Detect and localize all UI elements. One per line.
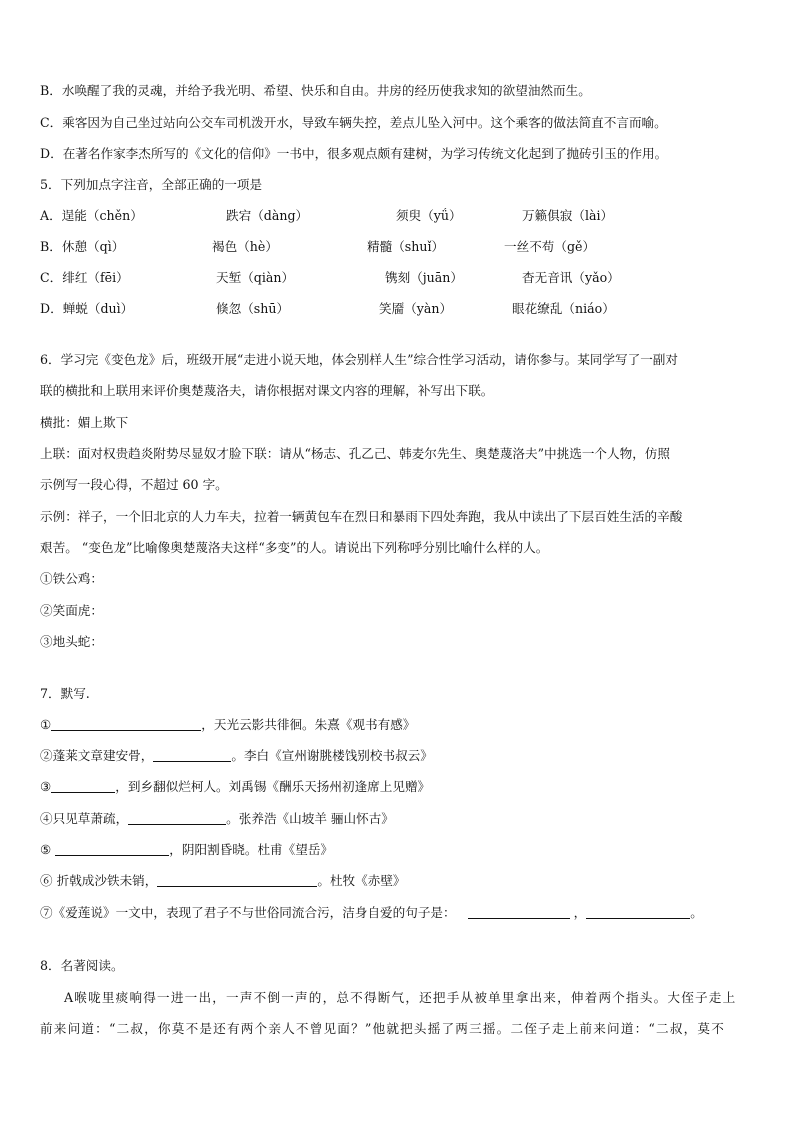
q8-passage-line-1: A喉咙里痰响得一进一出，一声不倒一声的，总不得断气，还把手从被单里拿出来，伸着两个指头。大侄子走上 — [64, 990, 737, 1005]
q7-r6-blank[interactable] — [157, 872, 317, 887]
q7-row-6 — [40, 872, 406, 890]
q7-r4-prefix: ④只见草萧疏， — [40, 811, 129, 826]
q7-r7-blank-2[interactable] — [586, 904, 690, 919]
q5-d-item-2: 倏忽（shū） — [216, 301, 290, 316]
q5-a-item-1: A．逞能（chěn） — [40, 208, 143, 223]
q6-item-smiling-tiger: ②笑面虎： — [40, 603, 103, 618]
q7-row-1 — [40, 716, 415, 734]
q7-r6-prefix: ⑥ 折戟成沙铁未销， — [40, 873, 158, 888]
q5-c-item-4: 杳无音讯（yǎo） — [522, 270, 620, 285]
q8-passage-line-2: 前来问道：“二叔，你莫不是还有两个亲人不曾见面？”他就把头摇了两三摇。二侄子走上前来问道：“二叔，莫不 — [40, 1021, 726, 1036]
q7-r3-prefix: ③ — [40, 779, 52, 794]
q7-r4-suffix: 。张养浩《山坡羊 骊山怀古》 — [226, 811, 394, 826]
q6-item-local-snake: ③地头蛇： — [40, 634, 103, 649]
q5-b-item-2: 褐色（hè） — [212, 239, 278, 254]
q5-c-item-2: 天堑（qiàn） — [216, 270, 295, 285]
q7-r1-blank[interactable] — [51, 716, 201, 731]
q7-row-3 — [40, 778, 430, 796]
q7-r1-suffix: ，天光云影共徘徊。朱熹《观书有感》 — [201, 717, 416, 732]
q6-line-7: 艰苦。 “变色龙”比喻像奥楚蔑洛夫这样“多变”的人。请说出下列称呼分别比喻什么样的人。 — [40, 540, 549, 555]
q6-line-6: 示例：祥子，一个旧北京的人力车夫，拉着一辆黄包车在烈日和暴雨下四处奔跑，我从中读出了下层百姓生活的辛酸 — [40, 509, 683, 524]
q7-r7-suffix: 。 — [690, 905, 703, 920]
q7-row-7 — [40, 904, 703, 922]
q7-row-4 — [40, 810, 394, 828]
q7-r6-suffix: 。杜牧《赤壁》 — [317, 873, 406, 888]
q5-option-d — [40, 300, 754, 318]
q5-a-item-2: 跌宕（dàng） — [226, 208, 309, 223]
q4-option-c: C．乘客因为自己坐过站向公交车司机泼开水，导致车辆失控，差点儿坠入河中。这个乘客的做法简直不言而喻。 — [40, 115, 667, 130]
q5-b-item-4: 一丝不苟（gě） — [504, 239, 596, 254]
q4-option-d: D．在著名作家李杰所写的《文化的信仰》一书中，很多观点颇有建树，为学习传统文化起到了抛砖引玉的作用。 — [40, 146, 668, 161]
q6-line-3: 横批：媚上欺下 — [40, 415, 129, 430]
q7-r3-suffix: ，到乡翻似烂柯人。刘禹锡《酬乐天扬州初逢席上见赠》 — [115, 779, 431, 794]
q7-r5-blank[interactable] — [55, 841, 169, 856]
q7-r3-blank[interactable] — [51, 778, 115, 793]
q7-r4-blank[interactable] — [128, 810, 226, 825]
q7-r2-suffix: 。李白《宣州谢朓楼饯别校书叔云》 — [231, 748, 433, 763]
q6-line-5: 示例写一段心得，不超过 60 字。 — [40, 477, 228, 492]
q7-row-2 — [40, 747, 433, 765]
q7-r7-separator: ， — [573, 905, 587, 920]
q5-option-a — [40, 207, 754, 225]
q5-c-item-3: 镌刻（juān） — [385, 270, 464, 285]
q7-r1-prefix: ① — [40, 717, 52, 732]
q6-line-4: 上联：面对权贵趋炎附势尽显奴才脸下联：请从“杨志、孔乙己、韩麦尔先生、奥楚蔑洛夫”中挑选一个人物，仿照 — [40, 446, 670, 461]
q8-title: 8．名著阅读。 — [40, 958, 124, 973]
q7-r5-prefix: ⑤ — [40, 842, 56, 857]
q5-a-item-4: 万籁俱寂（lài） — [522, 208, 614, 223]
q7-r2-blank[interactable] — [153, 747, 231, 762]
q5-b-item-1: B．休憩（qì） — [40, 239, 125, 254]
q6-line-2: 联的横批和上联用来评价奥楚蔑洛夫，请你根据对课文内容的理解，补写出下联。 — [40, 383, 494, 398]
q5-option-c — [40, 269, 754, 287]
q7-r2-prefix: ②蓬莱文章建安骨， — [40, 748, 154, 763]
q6-line-1: 6．学习完《变色龙》后，班级开展“走进小说天地，体会别样人生”综合性学习活动，请你参与。某同学写了一副对 — [40, 352, 678, 367]
q5-d-item-3: 笑靥（yàn） — [379, 301, 453, 316]
q5-d-item-1: D．蝉蜕（duì） — [40, 301, 134, 316]
q5-c-item-1: C．绯红（fēi） — [40, 270, 129, 285]
q6-item-iron-rooster: ①铁公鸡： — [40, 571, 103, 586]
q5-a-item-3: 须臾（yǘ） — [396, 208, 462, 223]
q5-option-b — [40, 238, 754, 256]
q5-d-item-4: 眼花缭乱（niáo） — [512, 301, 615, 316]
q4-option-b: B．水唤醒了我的灵魂，并给予我光明、希望、快乐和自由。井房的经历使我求知的欲望油然而生。 — [40, 83, 591, 98]
q5-stem: 5．下列加点字注音，全部正确的一项是 — [40, 177, 263, 192]
q7-row-5 — [40, 841, 333, 859]
q7-r7-blank-1[interactable] — [468, 904, 570, 919]
q7-r7-prefix: ⑦《爱莲说》一文中，表现了君子不与世俗同流合污，洁身自爱的句子是： — [40, 905, 456, 920]
q5-b-item-3: 精髓（shuǐ） — [367, 239, 445, 254]
q7-r5-suffix: ，阴阳割昏晓。杜甫《望岳》 — [169, 842, 334, 857]
q7-title: 7．默写. — [40, 686, 90, 701]
